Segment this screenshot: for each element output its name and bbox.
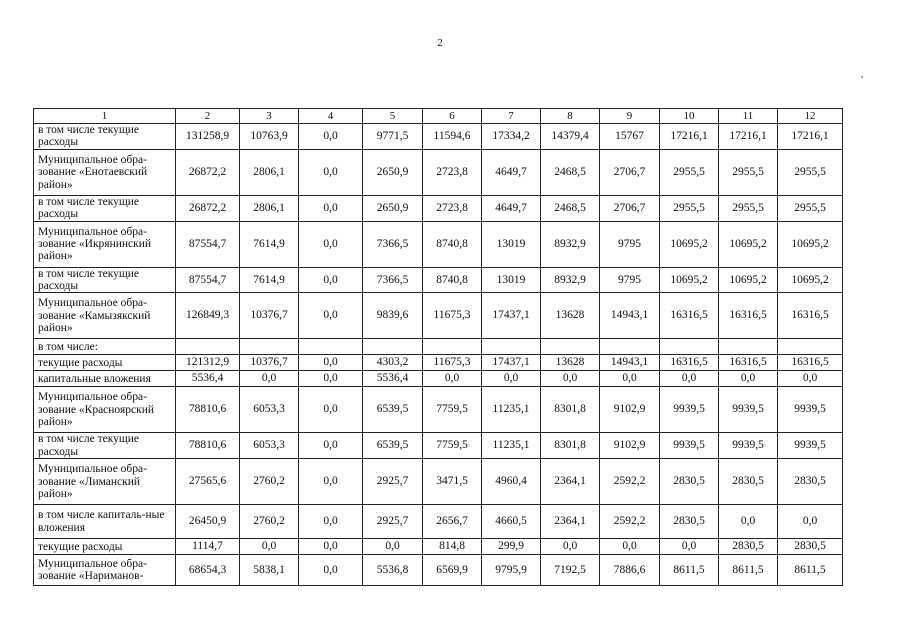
- scan-speck: [861, 76, 863, 78]
- row-label: текущие расходы: [34, 355, 176, 371]
- table-cell: 27565,6: [176, 459, 240, 505]
- table-cell: 0,0: [299, 355, 363, 371]
- table-cell: 14943,1: [600, 293, 660, 339]
- row-label: Муниципальное обра-зование «Нариманов-: [34, 555, 176, 586]
- table-cell: 8611,5: [778, 555, 843, 586]
- table-cell: 7192,5: [541, 555, 600, 586]
- table-row: [34, 267, 843, 293]
- column-number-3: 3: [240, 109, 299, 124]
- table-cell: 2830,5: [778, 539, 843, 555]
- table-cell: 10376,7: [240, 355, 299, 371]
- table-cell: 10695,2: [660, 267, 719, 293]
- table-cell: 2592,2: [600, 459, 660, 505]
- table-cell: 2650,9: [363, 149, 423, 195]
- page-number: 2: [437, 37, 443, 49]
- table-cell: 6053,3: [240, 387, 299, 433]
- table-cell: 15767: [600, 124, 660, 150]
- table-cell: 10376,7: [240, 293, 299, 339]
- table-cell: 5536,8: [363, 555, 423, 586]
- table-cell: 17437,1: [482, 293, 541, 339]
- row-label: в том числе текущие расходы: [34, 433, 176, 459]
- table-cell: 9939,5: [660, 387, 719, 433]
- table-cell: 0,0: [299, 293, 363, 339]
- table-cell: 13019: [482, 267, 541, 293]
- table-cell: 17216,1: [719, 124, 778, 150]
- table-cell: 4649,7: [482, 149, 541, 195]
- table-cell: 8740,8: [423, 221, 482, 267]
- table-cell: 6539,5: [363, 433, 423, 459]
- table-cell: 13628: [541, 293, 600, 339]
- table-cell: 0,0: [600, 539, 660, 555]
- table-cell: 8932,9: [541, 221, 600, 267]
- column-number-6: 6: [423, 109, 482, 124]
- table-cell: 2830,5: [719, 539, 778, 555]
- table-cell: 8301,8: [541, 387, 600, 433]
- table-header-row: [34, 109, 843, 124]
- table-cell: 78810,6: [176, 387, 240, 433]
- table-cell: 11235,1: [482, 433, 541, 459]
- table-cell: 4660,5: [482, 505, 541, 539]
- table-row: [34, 355, 843, 371]
- table-cell: 2468,5: [541, 195, 600, 221]
- table-cell: 0,0: [299, 555, 363, 586]
- row-label: Муниципальное обра-зование «Камызякский район»: [34, 293, 176, 339]
- table-cell: 26450,9: [176, 505, 240, 539]
- column-number-2: 2: [176, 109, 240, 124]
- column-number-11: 11: [719, 109, 778, 124]
- column-number-1: 1: [34, 109, 176, 124]
- table-cell: 9102,9: [600, 387, 660, 433]
- table-cell: 0,0: [299, 505, 363, 539]
- table-cell: 2830,5: [719, 459, 778, 505]
- row-label: Муниципальное обра-зование «Красноярский район»: [34, 387, 176, 433]
- table-cell: 4960,4: [482, 459, 541, 505]
- table-cell: [719, 339, 778, 355]
- row-label: в том числе текущие расходы: [34, 267, 176, 293]
- table-cell: 7886,6: [600, 555, 660, 586]
- table-cell: 3471,5: [423, 459, 482, 505]
- table-cell: 2723,8: [423, 149, 482, 195]
- table-cell: 9795,9: [482, 555, 541, 586]
- table-cell: 2925,7: [363, 505, 423, 539]
- table-cell: [240, 339, 299, 355]
- table-cell: 2925,7: [363, 459, 423, 505]
- table-cell: 16316,5: [778, 355, 843, 371]
- table-cell: 0,0: [660, 371, 719, 387]
- table-cell: 26872,2: [176, 149, 240, 195]
- table-cell: 0,0: [660, 539, 719, 555]
- table-row: [34, 555, 843, 586]
- row-label: в том числе:: [34, 339, 176, 355]
- table-cell: 7366,5: [363, 221, 423, 267]
- table-cell: 0,0: [778, 505, 843, 539]
- column-number-7: 7: [482, 109, 541, 124]
- table-cell: 2760,2: [240, 505, 299, 539]
- column-number-5: 5: [363, 109, 423, 124]
- table-cell: 8932,9: [541, 267, 600, 293]
- table-cell: 10695,2: [719, 221, 778, 267]
- row-label: в том числе капиталь-ные вложения: [34, 505, 176, 539]
- table-cell: 16316,5: [660, 355, 719, 371]
- table-cell: 9795: [600, 267, 660, 293]
- table-cell: 78810,6: [176, 433, 240, 459]
- table-cell: 16316,5: [719, 293, 778, 339]
- table-row: [34, 539, 843, 555]
- table-cell: 11235,1: [482, 387, 541, 433]
- row-label: в том числе текущие расходы: [34, 124, 176, 150]
- table-cell: 0,0: [541, 371, 600, 387]
- table-cell: 17334,2: [482, 124, 541, 150]
- table-cell: 17437,1: [482, 355, 541, 371]
- table-cell: 16316,5: [660, 293, 719, 339]
- table-cell: 121312,9: [176, 355, 240, 371]
- table-cell: 2955,5: [778, 195, 843, 221]
- table-cell: 10695,2: [778, 267, 843, 293]
- table-cell: 2806,1: [240, 149, 299, 195]
- table-cell: 8611,5: [660, 555, 719, 586]
- table-cell: 6053,3: [240, 433, 299, 459]
- table-cell: 2955,5: [660, 149, 719, 195]
- budget-table: [33, 108, 843, 586]
- table-row: [34, 195, 843, 221]
- table-row: [34, 124, 843, 150]
- table-cell: 2468,5: [541, 149, 600, 195]
- table-cell: [482, 339, 541, 355]
- table-cell: 0,0: [299, 149, 363, 195]
- table-cell: 10763,9: [240, 124, 299, 150]
- table-cell: [363, 339, 423, 355]
- table-cell: 0,0: [600, 371, 660, 387]
- table-cell: 0,0: [299, 387, 363, 433]
- table-cell: 1114,7: [176, 539, 240, 555]
- table-cell: [541, 339, 600, 355]
- table-cell: 4303,2: [363, 355, 423, 371]
- table-cell: [176, 339, 240, 355]
- table-cell: 9795: [600, 221, 660, 267]
- column-number-8: 8: [541, 109, 600, 124]
- table-cell: 14379,4: [541, 124, 600, 150]
- table-row: [34, 387, 843, 433]
- table-row: [34, 339, 843, 355]
- table-cell: 10695,2: [719, 267, 778, 293]
- table-cell: 5838,1: [240, 555, 299, 586]
- row-label: Муниципальное обра-зование «Енотаевский район»: [34, 149, 176, 195]
- table-cell: 10695,2: [660, 221, 719, 267]
- table-cell: 0,0: [719, 371, 778, 387]
- table-cell: 299,9: [482, 539, 541, 555]
- table-cell: 6539,5: [363, 387, 423, 433]
- table-cell: 17216,1: [778, 124, 843, 150]
- row-label: капитальные вложения: [34, 371, 176, 387]
- table-cell: 2955,5: [778, 149, 843, 195]
- table-cell: 11675,3: [423, 293, 482, 339]
- table-cell: [600, 339, 660, 355]
- table-cell: 9939,5: [719, 433, 778, 459]
- row-label: Муниципальное обра-зование «Икрянинский район»: [34, 221, 176, 267]
- table-row: [34, 149, 843, 195]
- row-label: в том числе текущие расходы: [34, 195, 176, 221]
- table-cell: 5536,4: [176, 371, 240, 387]
- column-number-4: 4: [299, 109, 363, 124]
- table-cell: 0,0: [778, 371, 843, 387]
- table-cell: 2592,2: [600, 505, 660, 539]
- table-cell: 0,0: [482, 371, 541, 387]
- table-cell: 14943,1: [600, 355, 660, 371]
- table-cell: 8740,8: [423, 267, 482, 293]
- table-row: [34, 221, 843, 267]
- table-cell: 2830,5: [660, 459, 719, 505]
- table-row: [34, 433, 843, 459]
- table-cell: 4649,7: [482, 195, 541, 221]
- table-cell: 0,0: [299, 195, 363, 221]
- table-cell: 7759,5: [423, 387, 482, 433]
- table-cell: 2706,7: [600, 195, 660, 221]
- row-label: текущие расходы: [34, 539, 176, 555]
- table-cell: 5536,4: [363, 371, 423, 387]
- table-cell: 11594,6: [423, 124, 482, 150]
- table-cell: 131258,9: [176, 124, 240, 150]
- table-cell: 2955,5: [719, 149, 778, 195]
- column-number-10: 10: [660, 109, 719, 124]
- table-cell: 9771,5: [363, 124, 423, 150]
- table-cell: 26872,2: [176, 195, 240, 221]
- table-cell: 0,0: [423, 371, 482, 387]
- table-cell: 7759,5: [423, 433, 482, 459]
- table-cell: 7614,9: [240, 267, 299, 293]
- table-cell: 0,0: [299, 539, 363, 555]
- table-cell: 16316,5: [719, 355, 778, 371]
- table-row: [34, 371, 843, 387]
- table-cell: 0,0: [541, 539, 600, 555]
- row-label: Муниципальное обра-зование «Лиманский район»: [34, 459, 176, 505]
- table-cell: 2650,9: [363, 195, 423, 221]
- table-cell: 6569,9: [423, 555, 482, 586]
- table-row: [34, 459, 843, 505]
- table-cell: 9939,5: [660, 433, 719, 459]
- table-cell: 2656,7: [423, 505, 482, 539]
- table-cell: 87554,7: [176, 267, 240, 293]
- table-cell: 9839,6: [363, 293, 423, 339]
- table-cell: 0,0: [299, 371, 363, 387]
- table-cell: 2806,1: [240, 195, 299, 221]
- table-cell: 2830,5: [778, 459, 843, 505]
- table-cell: [423, 339, 482, 355]
- table-cell: 0,0: [240, 371, 299, 387]
- table-cell: 0,0: [240, 539, 299, 555]
- table-cell: 2706,7: [600, 149, 660, 195]
- table-cell: 2364,1: [541, 459, 600, 505]
- table-cell: 9102,9: [600, 433, 660, 459]
- table-cell: 11675,3: [423, 355, 482, 371]
- table-cell: [778, 339, 843, 355]
- table-cell: [660, 339, 719, 355]
- table-cell: 0,0: [299, 459, 363, 505]
- table-cell: 126849,3: [176, 293, 240, 339]
- table-cell: 7366,5: [363, 267, 423, 293]
- table-cell: 17216,1: [660, 124, 719, 150]
- table-cell: 2723,8: [423, 195, 482, 221]
- table-cell: 0,0: [719, 505, 778, 539]
- table-row: [34, 505, 843, 539]
- table-cell: [299, 339, 363, 355]
- table-cell: 9939,5: [719, 387, 778, 433]
- table-cell: 7614,9: [240, 221, 299, 267]
- table-cell: 814,8: [423, 539, 482, 555]
- table-cell: 8611,5: [719, 555, 778, 586]
- table-cell: 10695,2: [778, 221, 843, 267]
- table-cell: 68654,3: [176, 555, 240, 586]
- table-cell: 13628: [541, 355, 600, 371]
- table-cell: 8301,8: [541, 433, 600, 459]
- table-cell: 2955,5: [660, 195, 719, 221]
- table-cell: 0,0: [363, 539, 423, 555]
- table-cell: 2364,1: [541, 505, 600, 539]
- table-cell: 0,0: [299, 267, 363, 293]
- table-cell: 2955,5: [719, 195, 778, 221]
- table-cell: 0,0: [299, 124, 363, 150]
- column-number-12: 12: [778, 109, 843, 124]
- table-cell: 0,0: [299, 433, 363, 459]
- table-cell: 87554,7: [176, 221, 240, 267]
- table-cell: 2760,2: [240, 459, 299, 505]
- table-cell: 0,0: [299, 221, 363, 267]
- table-cell: 9939,5: [778, 387, 843, 433]
- table-cell: 2830,5: [660, 505, 719, 539]
- table-cell: 16316,5: [778, 293, 843, 339]
- table-cell: 9939,5: [778, 433, 843, 459]
- table-cell: 13019: [482, 221, 541, 267]
- table-row: [34, 293, 843, 339]
- column-number-9: 9: [600, 109, 660, 124]
